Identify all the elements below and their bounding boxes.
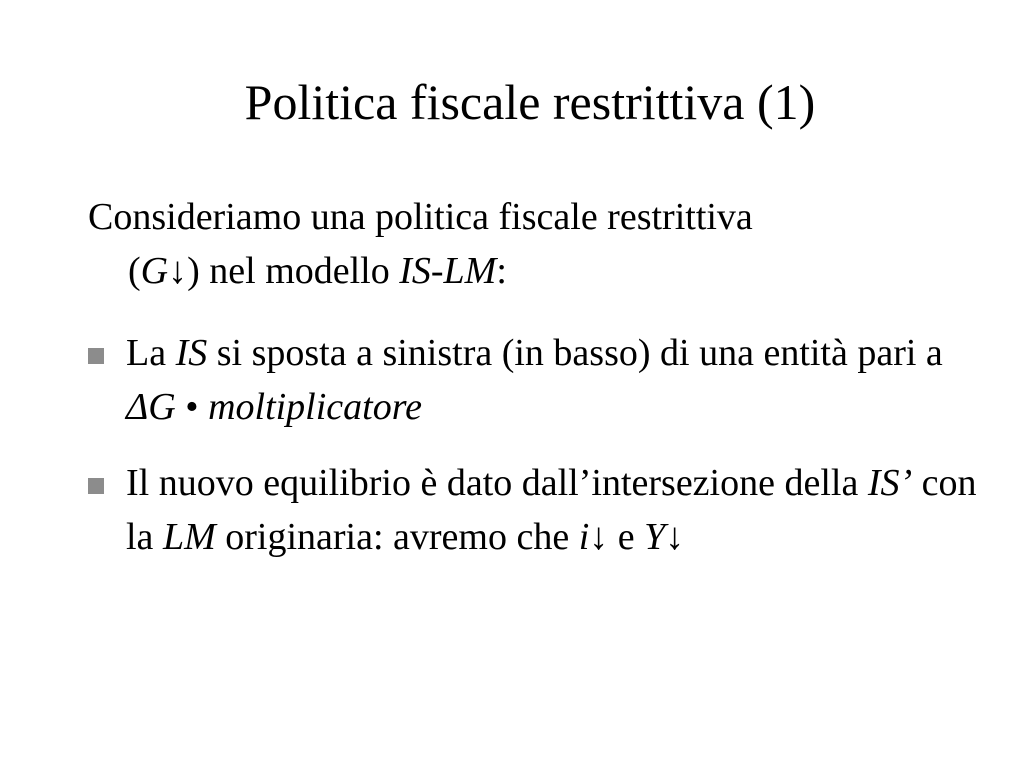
bullet-2-text-c: originaria: avremo che [215, 516, 579, 558]
bullet-item-2 [88, 456, 988, 564]
intro-line2 [88, 244, 968, 298]
bullet-1-text-b: si sposta a sinistra (in basso) di una entità pari a [207, 332, 943, 374]
is-lm-term: IS-LM [399, 250, 497, 292]
bullet-2-text-a: Il nuovo equilibrio è dato dall’intersezione della [126, 462, 868, 504]
square-bullet-icon [88, 348, 104, 364]
down-arrow-icon: ↓ [168, 250, 188, 292]
bullet-text-1 [88, 326, 988, 434]
intro-colon: : [496, 250, 507, 292]
is-term: IS [175, 332, 208, 374]
down-arrow-icon: ↓ [665, 516, 685, 558]
bullet-1-dot: • [175, 386, 209, 428]
bullet-2-text-d: e [608, 516, 645, 558]
delta-g-term: ΔG [126, 386, 176, 428]
down-arrow-icon: ↓ [589, 516, 609, 558]
lm-term: LM [162, 516, 216, 558]
moltiplicatore-term: moltiplicatore [208, 386, 422, 428]
y-variable: Y [644, 516, 666, 558]
intro-text: ) nel modello [187, 250, 400, 292]
i-variable: i [578, 516, 590, 558]
bullet-1-text-a: La [126, 332, 176, 374]
intro-line1: Consideriamo una politica fiscale restrittiva [88, 196, 753, 238]
g-variable: G [140, 250, 169, 292]
intro-paragraph [88, 190, 968, 298]
square-bullet-icon [88, 478, 104, 494]
open-paren: ( [128, 250, 141, 292]
bullet-2-text-b: con la [126, 462, 977, 558]
slide-title: Politica fiscale restrittiva (1) [244, 74, 816, 130]
is-prime-term: IS’ [867, 462, 913, 504]
bullet-item-1 [88, 326, 988, 434]
bullet-text-2 [88, 456, 988, 564]
